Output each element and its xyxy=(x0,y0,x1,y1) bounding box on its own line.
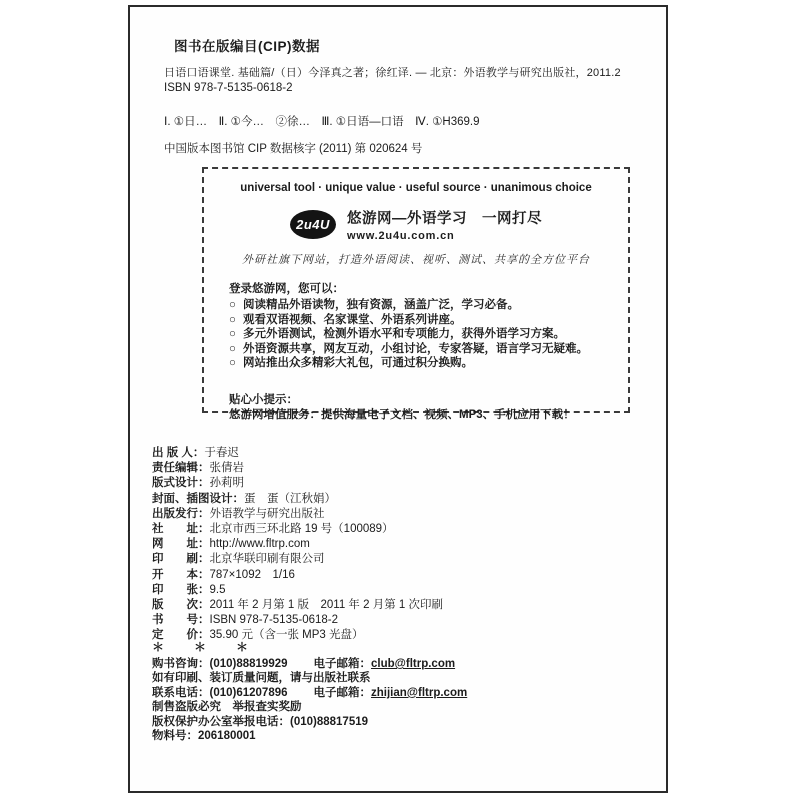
colophon-value: 787×1092 1/16 xyxy=(209,568,295,581)
footer-line xyxy=(152,657,467,671)
cip-classification-line: Ⅰ. ①日… Ⅱ. ①今… ②徐… Ⅲ. ①日语—口语 Ⅳ. ①H369.9 xyxy=(164,116,480,128)
colophon-label: 社 址： xyxy=(152,523,210,536)
2u4u-logo-icon: 2u4U xyxy=(290,210,336,239)
page-frame xyxy=(128,5,668,793)
footer-line: 制售盗版必究 举报查实奖励 xyxy=(152,701,302,714)
colophon-block xyxy=(152,446,443,644)
contact-phone: 联系电话：(010)61207896 xyxy=(152,686,288,699)
colophon-label: 版式设计： xyxy=(152,477,210,490)
colophon-label: 书 号： xyxy=(152,614,210,627)
footer-contact-block xyxy=(152,657,467,743)
promo-logo-row xyxy=(204,207,628,242)
colophon-value: 张倩岩 xyxy=(209,462,244,475)
colophon-row xyxy=(152,476,443,491)
cip-record-number: 中国版本图书馆 CIP 数据核字 (2011) 第 020624 号 xyxy=(164,143,423,155)
feature-list-header: 登录悠游网，您可以： xyxy=(229,283,344,295)
club-email: club@fltrp.com xyxy=(371,658,456,670)
colophon-label: 出 版 人： xyxy=(152,447,205,459)
colophon-label: 开 本： xyxy=(152,568,210,581)
colophon-label: 责任编辑： xyxy=(152,462,210,475)
circle-bullet-icon: ○ xyxy=(229,328,236,341)
separator-asterisks: ＊ ＊ ＊ xyxy=(152,640,251,654)
footer-line: 物料号：206180001 xyxy=(152,730,256,743)
circle-bullet-icon: ○ xyxy=(229,357,236,370)
colophon-label: 出版发行： xyxy=(152,507,210,520)
colophon-value: 北京市西三环北路 19 号（100089） xyxy=(209,523,394,536)
colophon-row xyxy=(152,507,443,522)
tip-header: 贴心小提示： xyxy=(229,393,298,406)
colophon-value: 孙莉明 xyxy=(209,477,244,490)
colophon-label: 网 址： xyxy=(152,538,210,551)
site-url: www.2u4u.com.cn xyxy=(347,230,455,242)
colophon-value: 9.5 xyxy=(209,583,226,596)
promo-tip xyxy=(229,393,628,423)
colophon-value: 外语教学与研究出版社 xyxy=(209,507,325,520)
colophon-row xyxy=(152,537,443,552)
colophon-row xyxy=(152,598,443,613)
list-item xyxy=(229,298,628,313)
email-label: 电子邮箱： xyxy=(313,686,372,699)
cip-description-line: 日语口语课堂. 基础篇/（日）今泽真之著；徐红译. — 北京：外语教学与研究出版社，2011.2 xyxy=(164,67,621,79)
list-item xyxy=(229,313,628,328)
email-label: 电子邮箱： xyxy=(313,658,372,670)
list-item-text: 外语资源共享，网友互动，小组讨论，专家答疑，语言学习无疑难。 xyxy=(243,342,588,355)
list-item xyxy=(229,327,628,342)
list-item-text: 观看双语视频、名家课堂、外语系列讲座。 xyxy=(243,313,462,326)
purchase-hotline: 购书咨询：(010)88819929 xyxy=(152,658,288,670)
tip-text: 悠游网增值服务：提供海量电子文档、视频、MP3、手机应用下载！ xyxy=(229,408,575,421)
footer-line xyxy=(152,686,467,700)
colophon-row xyxy=(152,446,443,461)
circle-bullet-icon: ○ xyxy=(229,313,236,326)
colophon-label: 版 次： xyxy=(152,599,210,612)
list-item xyxy=(229,356,628,371)
cip-isbn: ISBN 978-7-5135-0618-2 xyxy=(164,82,293,94)
colophon-row xyxy=(152,492,443,507)
colophon-row xyxy=(152,552,443,567)
list-item-text: 网站推出众多精彩大礼包，可通过积分换购。 xyxy=(243,357,473,370)
promo-site-block xyxy=(347,207,542,242)
colophon-row xyxy=(152,613,443,628)
footer-line: 如有印刷、装订质量问题，请与出版社联系 xyxy=(152,672,371,685)
colophon-value: 蛋 蛋（江秋娟） xyxy=(244,492,336,505)
colophon-label: 封面、插图设计： xyxy=(152,492,244,505)
circle-bullet-icon: ○ xyxy=(229,299,236,311)
colophon-label: 印 刷： xyxy=(152,553,210,566)
colophon-row xyxy=(152,522,443,537)
promo-english-slogan: universal tool · unique value · useful source · unanimous choice xyxy=(240,182,592,194)
colophon-row xyxy=(152,461,443,476)
site-title: 悠游网—外语学习 一网打尽 xyxy=(347,211,542,227)
colophon-value: 于春迟 xyxy=(204,447,239,459)
promo-box xyxy=(202,167,630,421)
colophon-label: 印 张： xyxy=(152,583,210,596)
list-item xyxy=(229,342,628,357)
colophon-value: http://www.fltrp.com xyxy=(209,538,310,551)
promo-feature-list xyxy=(229,280,628,371)
list-item-text: 阅读精品外语读物，独有资源，涵盖广泛，学习必备。 xyxy=(243,299,519,311)
colophon-value: 北京华联印刷有限公司 xyxy=(209,553,325,566)
colophon-value: ISBN 978-7-5135-0618-2 xyxy=(209,614,338,627)
colophon-row xyxy=(152,583,443,598)
quality-email: zhijian@fltrp.com xyxy=(371,686,468,699)
footer-line: 版权保护办公室举报电话：(010)88817519 xyxy=(152,715,369,728)
promo-tagline: 外研社旗下网站，打造外语阅读、视听、测试、共享的全方位平台 xyxy=(242,254,590,266)
circle-bullet-icon: ○ xyxy=(229,342,236,355)
cip-heading: 图书在版编目(CIP)数据 xyxy=(174,39,320,54)
colophon-value: 2011 年 2 月第 1 版 2011 年 2 月第 1 次印刷 xyxy=(209,599,443,612)
list-item-text: 多元外语测试，检测外语水平和专项能力，获得外语学习方案。 xyxy=(243,328,565,341)
colophon-label: 定 价： xyxy=(152,629,210,642)
colophon-row xyxy=(152,568,443,583)
colophon-value: 35.90 元（含一张 MP3 光盘） xyxy=(209,629,364,642)
